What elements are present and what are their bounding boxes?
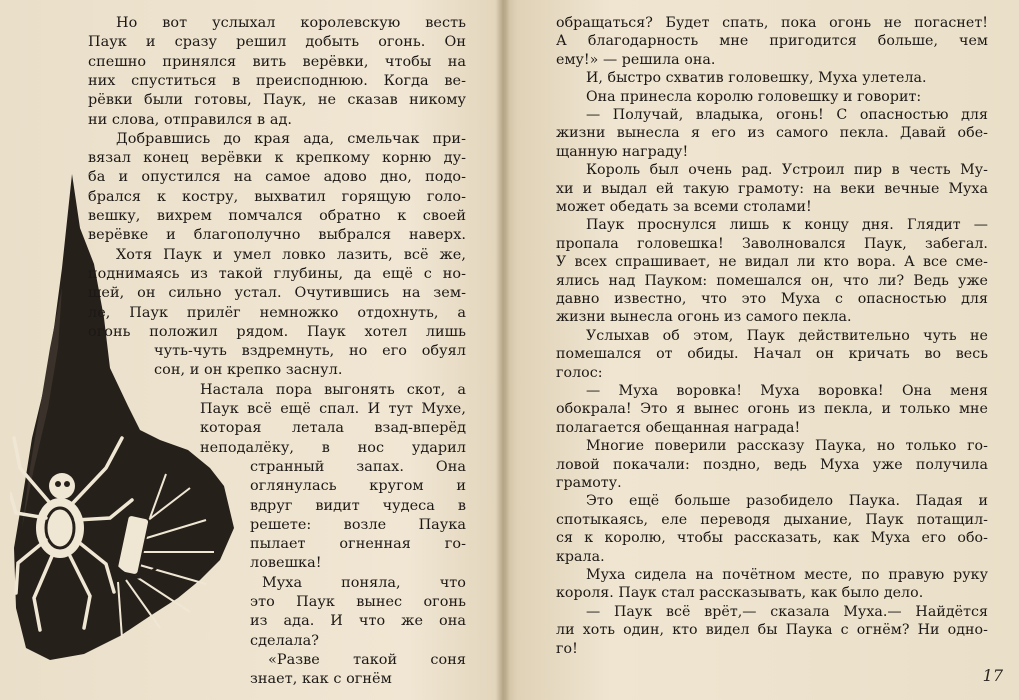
text-line: хи и выдал ей такую грамоту: на веки вечные Муха [556, 180, 988, 197]
text-line: Муха сидела на почётном месте, по правую руку [586, 567, 988, 583]
text-line: вешку, вихрем помчался обратно к своей [88, 208, 466, 224]
text-line: чуть-чуть вздремнуть, но его обуял [154, 343, 466, 360]
text-line: оглянулась кругом и [250, 478, 466, 495]
left-page [0, 0, 498, 700]
text-line: ему!» — решила она. [556, 51, 716, 68]
text-line: ся к королю, чтобы рассказать, как Муха его обо- [556, 530, 988, 547]
text-line: поднимаясь из такой глубины, да ещё с но- [88, 265, 466, 282]
text-line: Она принесла королю головешку и говорит: [586, 88, 922, 105]
text-line: брался к костру, выхватил горящую голо- [88, 188, 466, 205]
text-line: А благодарность мне пригодится больше, чем [556, 33, 988, 50]
text-line: верёвке и благополучно выбрался наверх. [88, 227, 466, 244]
text-line: ле, Паук прилёг немножко отдохнуть, а [88, 304, 466, 321]
page-number: 17 [982, 666, 1003, 685]
text-line: давно известно, что это Муха с опасностью для [556, 291, 988, 307]
text-line: голос: [556, 364, 603, 381]
text-line: знает, как с огнём [250, 671, 392, 688]
text-line: спотыкаясь, еле переводя дыхание, Паук потащил- [556, 511, 988, 528]
text-line: рёвки были готовы, Паук, не сказав никому [88, 92, 466, 109]
text-line: помешался от обиды. Начал он кричать во весь [556, 346, 988, 363]
text-line: это Паук вынес огонь [250, 594, 466, 610]
text-line: из ада. И что же она [250, 613, 466, 630]
text-line: ли хоть один, кто видел бы Паука с огнём? Ни одно- [556, 622, 988, 639]
text-line: Паук проснулся лишь к концу дня. Глядит — [586, 217, 988, 234]
text-line: вдруг видит чудеса в [250, 497, 466, 514]
text-line: ни слова, отправился в ад. [88, 111, 292, 128]
text-line: И, быстро схватив головешку, Муха улетела. [586, 70, 927, 87]
text-line: Паук и сразу решил добыть огонь. Он [88, 34, 466, 51]
text-line: которая летала взад-вперёд [200, 420, 466, 437]
text-line: крала. [556, 548, 605, 565]
text-line: Но вот услыхал королевскую весть [116, 15, 466, 31]
text-line: — Паук всё врёт,— сказала Муха.— Найдётся [586, 603, 988, 620]
text-line: Добравшись до края ада, смельчак при- [116, 130, 466, 147]
text-line: Паук всё ещё спал. И тут Мухе, [200, 401, 466, 417]
text-line: щанную награду! [556, 143, 689, 160]
text-line: Услыхав об этом, Паук действительно чуть не [586, 327, 988, 344]
text-line: го! [556, 640, 578, 657]
text-line: огонь положил рядом. Паук хотел лишь [88, 323, 466, 340]
text-line: пропала головешка! Заволновался Паук, забегал. [556, 235, 988, 252]
text-line: обращаться? Будет спать, пока огонь не погаснет! [556, 15, 988, 31]
text-line: странный запах. Она [250, 458, 466, 475]
text-line: короля. Паук стал рассказывать, как было дело. [556, 585, 924, 602]
text-line: Настала пора выгонять скот, а [200, 381, 466, 398]
text-line: шей, он сильно устал. Очутившись на зем- [88, 285, 466, 302]
text-line: Хотя Паук и умел ловко лазить, всё же, [116, 246, 466, 263]
text-line: них спуститься в преисподнюю. Когда ве- [88, 72, 466, 89]
book-gutter [496, 0, 510, 700]
text-line: вязал конец верёвки к крепкому корню ду- [88, 150, 466, 167]
text-line: решете: возле Паука [250, 516, 466, 533]
text-line: ловешка! [250, 555, 322, 572]
right-page [510, 0, 1019, 700]
text-line: полагается обещанная награда! [556, 419, 801, 436]
text-line: жизни вынесла я его из самого пекла. Давай обе- [556, 125, 988, 142]
text-line: спешно принялся вить верёвки, чтобы на [88, 53, 466, 70]
text-line: — Получай, владыка, огонь! С опасностью для [586, 107, 988, 123]
text-line: Это ещё больше разобидело Паука. Падая и [586, 493, 988, 510]
text-line: пылает огненная го- [250, 536, 466, 553]
text-line: ловой покачали: поздно, ведь Муха уже получила [556, 456, 988, 473]
text-line: — Муха воровка! Муха воровка! Она меня [586, 383, 988, 399]
text-line: Муха поняла, что [262, 574, 466, 591]
text-line: обокрала! Это я вынес огонь из пекла, и только мне [556, 401, 988, 418]
text-line: сон, и он крепко заснул. [154, 362, 343, 379]
text-line: ба и опустился на самое адово дно, подо- [88, 169, 466, 186]
text-line: может обедать за всеми столами! [556, 199, 812, 215]
text-line: У всех спрашивает, не видал ли кто вора. А все сме- [556, 254, 988, 271]
text-line: жизни вынесла огонь из самого пекла. [556, 309, 852, 326]
text-line: неподалёку, в нос ударил [200, 439, 466, 456]
text-line: Многие поверили рассказу Паука, но только го- [586, 438, 988, 455]
text-line: сделала? [250, 632, 319, 649]
text-line: «Разве такой соня [268, 651, 466, 668]
text-line: грамоту. [556, 475, 622, 491]
text-line: Король был очень рад. Устроил пир в честь Му- [586, 162, 988, 179]
text-line: ялись над Пауком: помешался он, что ли? Ведь уже [556, 272, 988, 289]
